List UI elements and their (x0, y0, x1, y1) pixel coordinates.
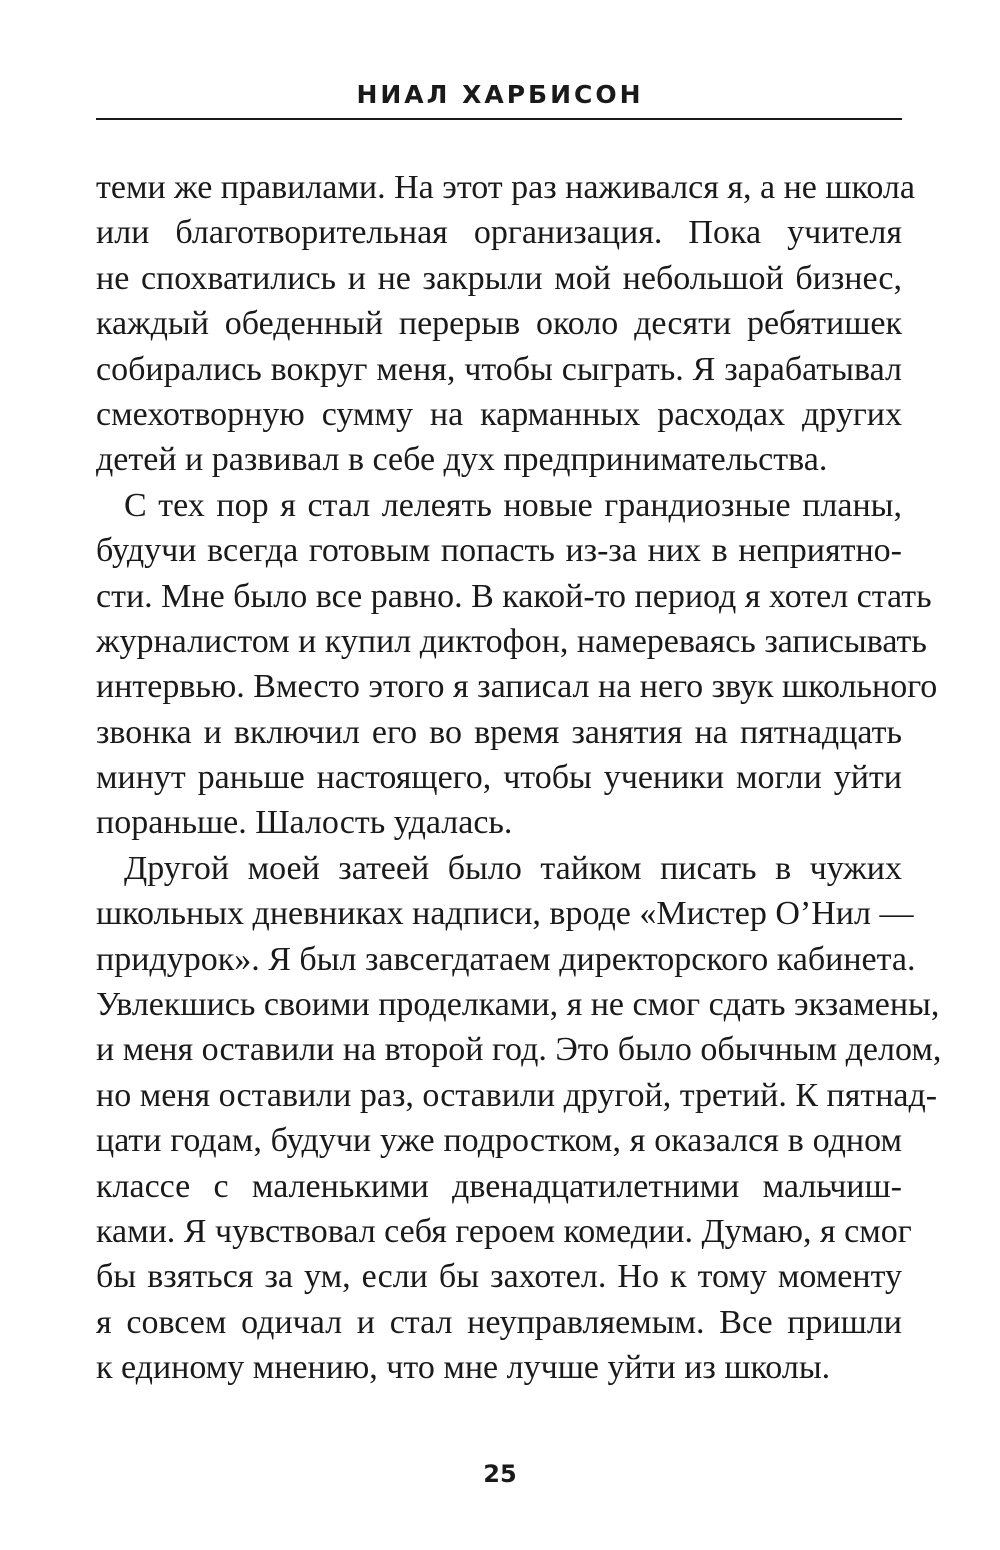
header-rule (96, 118, 902, 120)
text-line: звонка и включил его во время занятия на пятнадцать (96, 713, 902, 751)
running-head: НИАЛ ХАРБИСОН (356, 80, 644, 109)
text-line: или благотворительная организация. Пока учителя (96, 214, 902, 252)
text-line: бы взяться за ум, если бы захотел. Но к тому моменту (96, 1258, 902, 1296)
text-line: цати годам, будучи уже подростком, я оказался в одном (96, 1122, 902, 1160)
text-line: минут раньше настоящего, чтобы ученики могли уйти (96, 759, 902, 797)
text-line: школьных дневниках надписи, вроде «Мистер О’Нил — (96, 895, 914, 933)
text-line: С тех пор я стал лелеять новые грандиозные планы, (124, 486, 902, 524)
text-line: ками. Я чувствовал себя героем комедии. Думаю, я смог (96, 1212, 912, 1250)
text-line: и меня оставили на второй год. Это было обычным делом, (96, 1031, 942, 1069)
paragraph-2 (96, 483, 938, 846)
text-line: журналистом и купил диктофон, намереваясь записывать (96, 622, 927, 660)
page-number: 25 (483, 1460, 517, 1488)
text-line: не спохватились и не закрыли мой небольшой бизнес, (96, 259, 902, 297)
text-line: детей и развивал в себе дух предпринимательства. (96, 441, 828, 479)
text-line: я совсем одичал и стал неуправляемым. Все пришли (96, 1303, 902, 1341)
paragraph-1 (96, 165, 915, 483)
text-line: Увлекшись своими проделками, я не смог сдать экзамены, (96, 986, 940, 1024)
text-line: каждый обеденный перерыв около десяти ребятишек (96, 305, 902, 343)
text-line: сти. Мне было все равно. В какой-то период я хотел стать (96, 577, 932, 615)
text-line: смехотворную сумму на карманных расходах других (96, 395, 902, 433)
text-line: Другой моей затеей было тайком писать в чужих (124, 849, 902, 887)
text-line: теми же правилами. На этот раз наживался я, а не школа (96, 169, 915, 206)
text-line: интервью. Вместо этого я записал на него звук школьного (96, 668, 938, 706)
text-line: пораньше. Шалость удалась. (96, 804, 513, 842)
text-line: придурок». Я был завсегдатаем директорского кабинета. (96, 940, 916, 978)
paragraph-3 (96, 846, 942, 1391)
body-text (96, 165, 942, 1391)
text-line: собирались вокруг меня, чтобы сыграть. Я зарабатывал (96, 350, 902, 388)
text-line: классе с маленькими двенадцатилетними мальчиш- (96, 1167, 902, 1205)
text-line: но меня оставили раз, оставили другой, третий. К пятнад- (96, 1076, 938, 1114)
text-line: будучи всегда готовым попасть из-за них в неприятно- (96, 532, 902, 570)
text-line: к единому мнению, что мне лучше уйти из школы. (96, 1349, 831, 1387)
